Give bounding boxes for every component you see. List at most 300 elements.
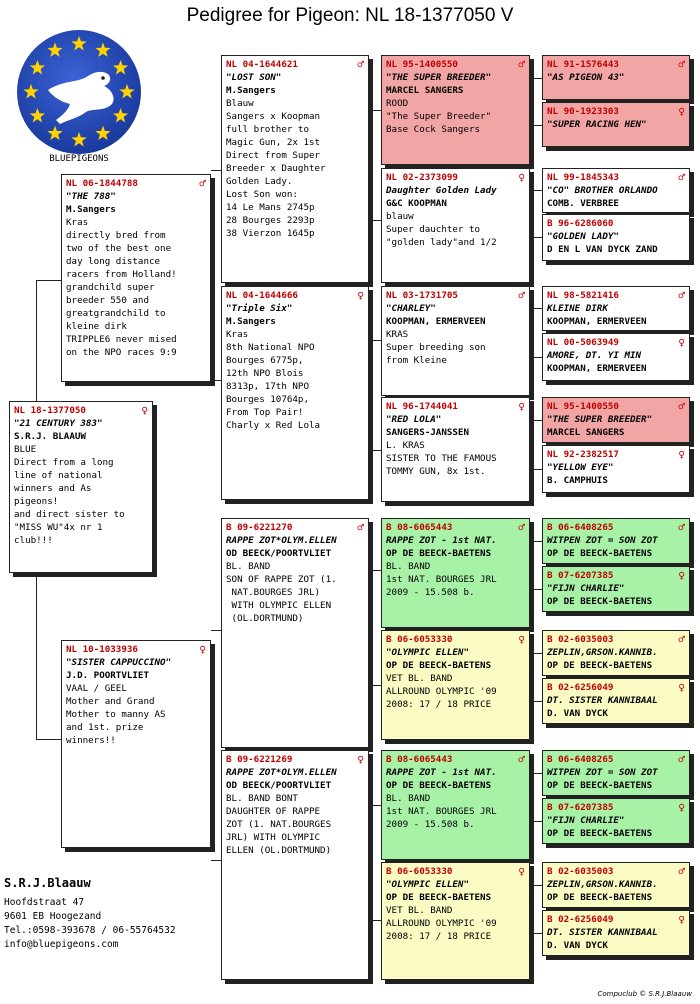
female-icon: ♀ [357, 289, 364, 302]
pigeon-owner: OP DE BEECK-BAETENS [547, 660, 653, 671]
male-icon: ♂ [678, 58, 685, 71]
ring-number-row [386, 521, 525, 534]
pigeon-owner: M.Sangers [226, 316, 276, 327]
pigeon-card-dam[interactable] [61, 640, 211, 848]
pigeon-name: KLEINE DIRK [547, 303, 608, 314]
pigeon-card-gen4-5[interactable] [542, 286, 690, 331]
pigeon-card-gen4-15[interactable] [542, 862, 690, 908]
pigeon-owner: M.Sangers [226, 85, 276, 96]
pigeon-info-line: blauw [386, 211, 414, 222]
female-icon: ♀ [357, 753, 364, 766]
pigeon-card-gen4-2[interactable] [542, 102, 690, 147]
pigeon-card-dam-sire[interactable] [221, 518, 369, 748]
pigeon-info-line: 1st NAT. BOURGES JRL [386, 806, 497, 817]
female-icon: ♀ [518, 633, 525, 646]
breeder-info [4, 876, 176, 952]
pigeon-info-line: VET BL. BAND [386, 905, 453, 916]
pigeon-card-gen3-1[interactable] [381, 55, 530, 165]
ring-number: NL 18-1377050 [14, 405, 86, 416]
ring-number: NL 10-1033936 [66, 644, 138, 655]
connector-line [530, 773, 542, 774]
ring-number-row [547, 289, 685, 302]
pigeon-info-line: 28 Bourges 2293p [226, 215, 315, 226]
connector-line [369, 340, 381, 341]
pigeon-info-line: and direct sister to [14, 509, 125, 520]
ring-number: NL 90-1923303 [547, 106, 619, 117]
pigeon-info-line: two of the best one [66, 243, 172, 254]
pigeon-owner: OP DE BEECK-BAETENS [386, 548, 492, 559]
pigeon-owner: SANGERS-JANSSEN [386, 427, 469, 438]
breeder-email[interactable]: info@bluepigeons.com [4, 939, 119, 950]
pigeon-card-dam-dam[interactable] [221, 750, 369, 980]
breeder-phone: Tel.:0598-393678 / 06-55764532 [4, 925, 176, 936]
pigeon-info-line: Super breeding son [386, 342, 486, 353]
pigeon-info-line: 12th NPO Blois [226, 368, 304, 379]
pigeon-info-line: 2008: 17 / 18 PRICE [386, 931, 492, 942]
pigeon-card-gen4-9[interactable] [542, 518, 690, 564]
female-icon: ♀ [678, 448, 685, 461]
pigeon-owner: B. CAMPHUIS [547, 475, 608, 486]
pigeon-owner: S.R.J. BLAAUW [14, 431, 86, 442]
pigeon-eu-stars-logo-icon [8, 28, 150, 158]
ring-number-row [547, 400, 685, 413]
pigeon-card-gen4-7[interactable] [542, 397, 690, 443]
connector-line [530, 125, 542, 126]
female-icon: ♀ [678, 913, 685, 926]
pigeon-info-line: NAT.BOURGES JRL) [226, 587, 321, 598]
pigeon-owner: J.D. POORTVLIET [66, 670, 149, 681]
connector-line [369, 685, 381, 686]
pigeon-info-line: pigeons! [14, 496, 59, 507]
connector-line [36, 739, 61, 740]
pigeon-name: RAPPE ZOT - 1st NAT. [386, 535, 497, 546]
ring-number: NL 98-5821416 [547, 290, 619, 301]
pigeon-name: RAPPE ZOT*OLYM.ELLEN [226, 535, 337, 546]
pigeon-owner: D. VAN DYCK [547, 708, 608, 719]
ring-number-row [14, 404, 148, 417]
female-icon: ♀ [518, 865, 525, 878]
pigeon-info-line: winners and As [14, 483, 92, 494]
breeder-address-street: Hoofdstraat 47 [4, 897, 85, 908]
breeder-name: S.R.J.Blaauw [4, 876, 91, 890]
pigeon-card-gen3-8[interactable] [381, 862, 530, 980]
pigeon-info-line: grandchild super [66, 282, 155, 293]
ring-number: B 07-6207385 [547, 570, 614, 581]
pigeon-info-line: JRL) WITH OLYMPIC [226, 832, 321, 843]
pigeon-info-line: greatgrandchild to [66, 308, 166, 319]
connector-line [530, 357, 542, 358]
pigeon-owner: KOOPMAN, ERMERVEEN [386, 316, 486, 327]
connector-line [530, 821, 542, 822]
connector-line [36, 280, 61, 281]
ring-number-row [386, 865, 525, 878]
ring-number: B 96-6286060 [547, 218, 614, 229]
pigeon-info-line: Kras [226, 329, 249, 340]
pigeon-info-line: "MISS WU"4x nr 1 [14, 522, 103, 533]
ring-number: B 08-6065443 [386, 754, 453, 765]
connector-line [211, 380, 221, 381]
pigeon-name: Daughter Golden Lady [386, 185, 497, 196]
pigeon-info-line: ELLEN (OL.DORTMUND) [226, 845, 332, 856]
ring-number: NL 95-1400550 [386, 59, 458, 70]
pigeon-name: "THE SUPER BREEDER" [547, 414, 653, 425]
connector-line [530, 701, 542, 702]
connector-line [369, 570, 381, 571]
connector-line [530, 420, 542, 421]
pigeon-info-line: BL. BAND [386, 561, 431, 572]
pigeon-card-gen4-8[interactable] [542, 445, 690, 493]
connector-line [211, 170, 221, 171]
pigeon-owner: OP DE BEECK-BAETENS [547, 548, 653, 559]
pigeon-info-line: day long distance [66, 256, 161, 267]
ring-number-row [547, 105, 685, 118]
male-icon: ♂ [678, 400, 685, 413]
ring-number-row [66, 643, 206, 656]
pigeon-name: "OLYMPIC ELLEN" [386, 879, 469, 890]
pigeon-card-gen3-3[interactable] [381, 286, 530, 396]
pigeon-owner: M.Sangers [66, 204, 116, 215]
pigeon-info-line: 1st NAT. BOURGES JRL [386, 574, 497, 585]
connector-line [211, 630, 221, 631]
pigeon-card-gen3-4[interactable] [381, 397, 530, 502]
pigeon-name: "CHARLEY" [386, 303, 436, 314]
pigeon-owner: MARCEL SANGERS [547, 427, 625, 438]
pigeon-name: "LOST SON" [226, 72, 282, 83]
pigeon-name: "21 CENTURY 383" [14, 418, 103, 429]
pigeon-info-line: L. KRAS [386, 440, 425, 451]
pigeon-name: "RED LOLA" [386, 414, 442, 425]
pigeon-info-line: kleine dirk [66, 321, 127, 332]
ring-number: B 02-6256049 [547, 914, 614, 925]
male-icon: ♂ [678, 633, 685, 646]
ring-number-row [66, 177, 206, 190]
pigeon-info-line: "The Super Breeder" [386, 111, 492, 122]
male-icon: ♂ [518, 58, 525, 71]
breeder-address-city: 9601 EB Hoogezand [4, 911, 102, 922]
male-icon: ♂ [518, 289, 525, 302]
ring-number-row [547, 753, 685, 766]
ring-number: NL 92-2382517 [547, 449, 619, 460]
pigeon-info-line: (OL.DORTMUND) [226, 613, 304, 624]
male-icon: ♂ [199, 177, 206, 190]
pigeon-owner: KOOPMAN, ERMERVEEN [547, 363, 647, 374]
female-icon: ♀ [678, 801, 685, 814]
female-icon: ♀ [518, 400, 525, 413]
pigeon-owner: OD BEECK/POORTVLIET [226, 548, 332, 559]
pigeon-owner: OP DE BEECK-BAETENS [386, 660, 492, 671]
pigeon-info-line: TRIPPLE6 never mised [66, 334, 177, 345]
pigeon-card-sire-dam[interactable] [221, 286, 369, 500]
male-icon: ♂ [678, 753, 685, 766]
ring-number-row [226, 58, 364, 71]
pigeon-owner: KOOPMAN, ERMERVEEN [547, 316, 647, 327]
ring-number-row [547, 336, 685, 349]
connector-line [369, 805, 381, 806]
pigeon-info-line: ALLROUND OLYMPIC '09 [386, 918, 497, 929]
pigeon-owner: OD BEECK/POORTVLIET [226, 780, 332, 791]
logo-label: BLUEPIGEONS [49, 154, 109, 164]
pigeon-info-line: Bourges 10764p, [226, 394, 309, 405]
pigeon-info-line: full brother to [226, 124, 309, 135]
ring-number-row [386, 400, 525, 413]
ring-number-row [547, 171, 685, 184]
pigeon-name: "AS PIGEON 43" [547, 72, 625, 83]
bluepigeons-logo [8, 28, 150, 158]
pigeon-owner: OP DE BEECK-BAETENS [547, 892, 653, 903]
ring-number: NL 04-1644666 [226, 290, 298, 301]
pigeon-info-line: VAAL / GEEL [66, 683, 127, 694]
connector-line [530, 237, 542, 238]
pigeon-info-line: directly bred from [66, 230, 166, 241]
male-icon: ♂ [357, 58, 364, 71]
pigeon-card-gen4-1[interactable] [542, 55, 690, 100]
ring-number-row [226, 289, 364, 302]
pigeon-info-line: ROOD [386, 98, 409, 109]
ring-number-row [547, 448, 685, 461]
ring-number-row [547, 569, 685, 582]
ring-number: B 02-6256049 [547, 682, 614, 693]
pigeon-card-gen3-7[interactable] [381, 750, 530, 860]
pigeon-owner: MARCEL SANGERS [386, 85, 464, 96]
pigeon-owner: G&C KOOPMAN [386, 198, 447, 209]
pigeon-owner: D. VAN DYCK [547, 940, 608, 951]
pigeon-info-line: Base Cock Sangers [386, 124, 481, 135]
pigeon-info-line: 14 Le Mans 2745p [226, 202, 315, 213]
ring-number-row [547, 865, 685, 878]
pigeon-info-line: DAUGHTER OF RAPPE [226, 806, 321, 817]
ring-number-row [226, 753, 364, 766]
connector-line [530, 469, 542, 470]
pigeon-card-gen3-6[interactable] [381, 630, 530, 740]
pigeon-card-gen4-12[interactable] [542, 678, 690, 724]
ring-number: NL 96-1744041 [386, 401, 458, 412]
pigeon-info-line: Blauw [226, 98, 254, 109]
ring-number: NL 91-1576443 [547, 59, 619, 70]
pigeon-info-line: BL. BAND [226, 561, 271, 572]
pigeon-info-line: Direct from Super [226, 150, 321, 161]
ring-number: B 06-6053330 [386, 866, 453, 877]
connector-line [530, 190, 542, 191]
pigeon-card-gen4-11[interactable] [542, 630, 690, 676]
ring-number: NL 04-1644621 [226, 59, 298, 70]
ring-number: NL 99-1845343 [547, 172, 619, 183]
pigeon-name: "CO" BROTHER ORLANDO [547, 185, 658, 196]
male-icon: ♂ [678, 171, 685, 184]
pigeon-name: "THE 788" [66, 191, 116, 202]
ring-number: B 02-6035003 [547, 634, 614, 645]
pigeon-name: RAPPE ZOT*OLYM.ELLEN [226, 767, 337, 778]
pigeon-name: AMORE, DT. YI MIN [547, 350, 642, 361]
pigeon-info-line: ZOT (1. NAT.BOURGES [226, 819, 332, 830]
pigeon-info-line: on the NPO races 9:9 [66, 347, 177, 358]
ring-number-row [386, 289, 525, 302]
pigeon-info-line: from Kleine [386, 355, 447, 366]
pigeon-name: DT. SISTER KANNIBAAL [547, 695, 658, 706]
pigeon-name: "FIJN CHARLIE" [547, 815, 625, 826]
connector-line [530, 653, 542, 654]
male-icon: ♂ [678, 521, 685, 534]
pigeon-info-line: KRAS [386, 329, 409, 340]
ring-number: B 06-6408265 [547, 522, 614, 533]
male-icon: ♂ [357, 521, 364, 534]
pigeon-info-line: and 1st. prize [66, 722, 144, 733]
pigeon-name: "THE SUPER BREEDER" [386, 72, 492, 83]
pigeon-info-line: Kras [66, 217, 89, 228]
connector-line [36, 280, 37, 401]
pigeon-name: ZEPLIN,GRSON.KANNIB. [547, 879, 658, 890]
pigeon-info-line: winners!! [66, 735, 116, 746]
pigeon-name: "SUPER RACING HEN" [547, 119, 647, 130]
pigeon-info-line: Breeder x Daughter [226, 163, 326, 174]
pigeon-name: WITPEN ZOT = SON ZOT [547, 535, 658, 546]
pigeon-card-sire-sire[interactable] [221, 55, 369, 283]
ring-number: B 02-6035003 [547, 866, 614, 877]
ring-number-row [386, 753, 525, 766]
connector-line [369, 110, 381, 111]
pigeon-card-sire[interactable] [61, 174, 211, 382]
ring-number: B 06-6053330 [386, 634, 453, 645]
pigeon-owner: OP DE BEECK-BAETENS [386, 892, 492, 903]
pigeon-name: "GOLDEN LADY" [547, 231, 619, 242]
pigeon-info-line: 8th National NPO [226, 342, 315, 353]
pigeon-name: "Triple Six" [226, 303, 293, 314]
pigeon-info-line: SON OF RAPPE ZOT (1. [226, 574, 337, 585]
pigeon-card-gen3-5[interactable] [381, 518, 530, 628]
male-icon: ♂ [518, 521, 525, 534]
pigeon-owner: OP DE BEECK-BAETENS [386, 780, 492, 791]
pigeon-card-gen4-4[interactable] [542, 214, 690, 261]
pigeon-info-line: 2009 - 15.508 b. [386, 819, 475, 830]
pigeon-card-subject[interactable] [9, 401, 153, 573]
pigeon-info-line: Mother to manny AS [66, 709, 166, 720]
ring-number-row [547, 801, 685, 814]
female-icon: ♀ [678, 681, 685, 694]
ring-number-row [547, 681, 685, 694]
pigeon-card-gen3-2[interactable] [381, 168, 530, 283]
pigeon-info-line: Lost Son won: [226, 189, 298, 200]
ring-number: B 08-6065443 [386, 522, 453, 533]
ring-number: NL 00-5063949 [547, 337, 619, 348]
female-icon: ♀ [518, 171, 525, 184]
connector-line [530, 308, 542, 309]
pigeon-info-line: club!!! [14, 535, 53, 546]
connector-line [369, 920, 381, 921]
ring-number: B 09-6221269 [226, 754, 293, 765]
ring-number: B 09-6221270 [226, 522, 293, 533]
pigeon-name: "OLYMPIC ELLEN" [386, 647, 469, 658]
connector-line [530, 885, 542, 886]
pigeon-card-gen4-13[interactable] [542, 750, 690, 796]
male-icon: ♂ [678, 289, 685, 302]
female-icon: ♀ [141, 404, 148, 417]
pigeon-name: "FIJN CHARLIE" [547, 583, 625, 594]
connector-line [211, 860, 221, 861]
pigeon-info-line: 2008: 17 / 18 PRICE [386, 699, 492, 710]
pigeon-owner: D EN L VAN DYCK ZAND [547, 244, 658, 255]
pigeon-owner: COMB. VERBREE [547, 198, 619, 209]
ring-number: B 06-6408265 [547, 754, 614, 765]
footer-credit: Compuclub © S.R.J.Blaauw [597, 990, 692, 998]
pigeon-card-gen4-14[interactable] [542, 798, 690, 844]
ring-number-row [547, 913, 685, 926]
pigeon-owner: OP DE BEECK-BAETENS [547, 828, 653, 839]
ring-number: NL 02-2373099 [386, 172, 458, 183]
pigeon-info-line: TOMMY GUN, 8x 1st. [386, 466, 486, 477]
pigeon-info-line: Direct from a long [14, 457, 114, 468]
pigeon-info-line: line of national [14, 470, 103, 481]
pigeon-info-line: ALLROUND OLYMPIC '09 [386, 686, 497, 697]
pigeon-owner: OP DE BEECK-BAETENS [547, 780, 653, 791]
connector-line [530, 78, 542, 79]
pigeon-owner: OP DE BEECK-BAETENS [547, 596, 653, 607]
connector-line [36, 573, 37, 739]
ring-number: NL 03-1731705 [386, 290, 458, 301]
pigeon-info-line: Bourges 6775p, [226, 355, 304, 366]
pigeon-card-gen4-3[interactable] [542, 168, 690, 213]
pigeon-info-line: racers from Holland! [66, 269, 177, 280]
ring-number: B 07-6207385 [547, 802, 614, 813]
ring-number-row [547, 633, 685, 646]
connector-line [530, 589, 542, 590]
pigeon-info-line: breeder 550 and [66, 295, 149, 306]
female-icon: ♀ [678, 105, 685, 118]
pigeon-info-line: VET BL. BAND [386, 673, 453, 684]
pigeon-info-line: BL. BAND [386, 793, 431, 804]
pigeon-info-line: WITH OLYMPIC ELLEN [226, 600, 332, 611]
pigeon-info-line: Sangers x Koopman [226, 111, 321, 122]
pigeon-info-line: 38 Vierzon 1645p [226, 228, 315, 239]
pigeon-card-gen4-6[interactable] [542, 333, 690, 381]
male-icon: ♂ [678, 865, 685, 878]
pigeon-name: RAPPE ZOT - 1st NAT. [386, 767, 497, 778]
pigeon-info-line: BLUE [14, 444, 37, 455]
ring-number-row [547, 521, 685, 534]
male-icon: ♂ [518, 753, 525, 766]
ring-number-row [386, 58, 525, 71]
connector-line [530, 541, 542, 542]
female-icon: ♀ [678, 336, 685, 349]
pigeon-info-line: From Top Pair! [226, 407, 304, 418]
pigeon-info-line: "golden lady"and 1/2 [386, 237, 497, 248]
pigeon-name: ZEPLIN,GRSON.KANNIB. [547, 647, 658, 658]
ring-number-row [547, 217, 685, 230]
connector-line [530, 933, 542, 934]
ring-number-row [547, 58, 685, 71]
pigeon-info-line: Mother and Grand [66, 696, 155, 707]
pigeon-info-line: 8313p, 17th NPO [226, 381, 309, 392]
connector-line [369, 450, 381, 451]
pigeon-name: "SISTER CAPPUCCINO" [66, 657, 172, 668]
pigeon-info-line: Magic Gun, 2x 1st [226, 137, 321, 148]
ring-number-row [386, 633, 525, 646]
pigeon-info-line: Super dauchter to [386, 224, 481, 235]
ring-number-row [386, 171, 525, 184]
connector-line [369, 220, 381, 221]
pigeon-info-line: SISTER TO THE FAMOUS [386, 453, 497, 464]
female-icon: ♀ [199, 643, 206, 656]
pigeon-info-line: BL. BAND BONT [226, 793, 298, 804]
pigeon-card-gen4-16[interactable] [542, 910, 690, 956]
pigeon-name: WITPEN ZOT = SON ZOT [547, 767, 658, 778]
pigeon-card-gen4-10[interactable] [542, 566, 690, 612]
pigeon-info-line: Golden Lady. [226, 176, 293, 187]
pigeon-name: DT. SISTER KANNIBAAL [547, 927, 658, 938]
pigeon-info-line: Charly x Red Lola [226, 420, 321, 431]
page-title: Pedigree for Pigeon: NL 18-1377050 V [186, 5, 514, 26]
pigeon-name: "YELLOW EYE" [547, 462, 614, 473]
ring-number: NL 06-1844788 [66, 178, 138, 189]
ring-number: NL 95-1400550 [547, 401, 619, 412]
